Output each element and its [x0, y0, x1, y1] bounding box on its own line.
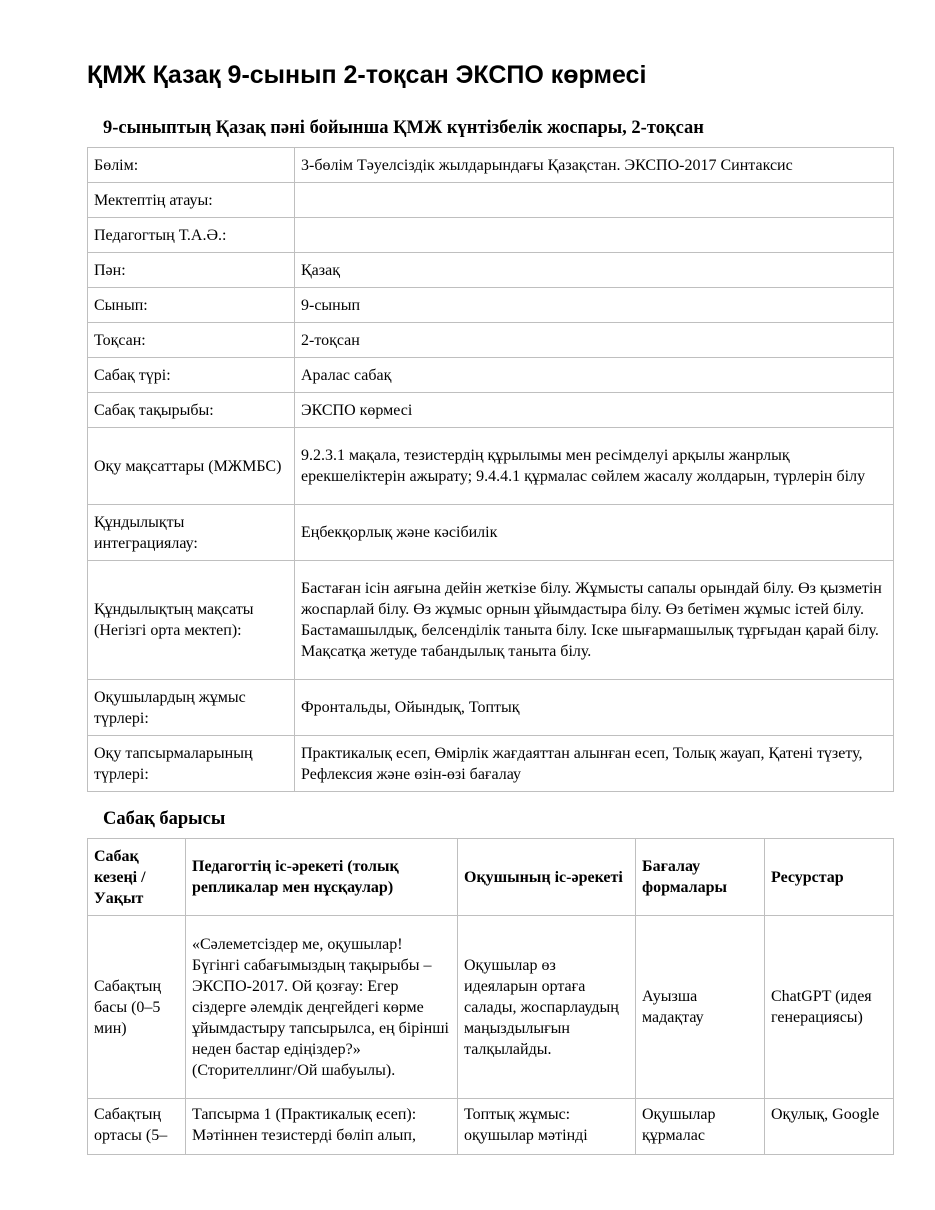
plan-row-teacher [88, 218, 894, 253]
student-cell: Оқушылар өз идеяларын ортаға салады, жоспарлаудың маңыздылығын талқылайды. [458, 916, 636, 1099]
plan-label: Оқушылардың жұмыс түрлері: [88, 680, 295, 736]
assessment-cell: Оқушылар құрмалас [636, 1099, 765, 1155]
lesson-table [87, 838, 894, 1155]
table-row [88, 916, 894, 1099]
plan-row-topic [88, 393, 894, 428]
plan-value [295, 218, 894, 253]
plan-label: Пән: [88, 253, 295, 288]
plan-value [295, 183, 894, 218]
resources-cell: ChatGPT (идея генерациясы) [765, 916, 894, 1099]
plan-label: Сабақ тақырыбы: [88, 393, 295, 428]
plan-row-section [88, 148, 894, 183]
lesson-heading: Сабақ барысы [103, 809, 226, 829]
plan-value: ЭКСПО көрмесі [295, 393, 894, 428]
header-assessment: Бағалау формалары [636, 839, 765, 916]
lesson-header-row [88, 839, 894, 916]
plan-value: Аралас сабақ [295, 358, 894, 393]
plan-heading: 9-сыныптың Қазақ пәні бойынша ҚМЖ күнтізбелік жоспары, 2-тоқсан [103, 118, 704, 138]
plan-value: 9-сынып [295, 288, 894, 323]
plan-value: Қазақ [295, 253, 894, 288]
table-row [88, 1099, 894, 1155]
student-cell: Топтық жұмыс: оқушылар мәтінді [458, 1099, 636, 1155]
stage-cell: Сабақтың ортасы (5– [88, 1099, 186, 1155]
plan-table [87, 147, 894, 792]
plan-row-work-types [88, 680, 894, 736]
plan-row-school [88, 183, 894, 218]
plan-value: Еңбекқорлық және кәсібилік [295, 505, 894, 561]
plan-row-subject [88, 253, 894, 288]
plan-label: Тоқсан: [88, 323, 295, 358]
assessment-cell: Ауызша мадақтау [636, 916, 765, 1099]
teacher-cell: «Сәлеметсіздер ме, оқушылар! Бүгінгі сабағымыздың тақырыбы – ЭКСПО-2017. Ой қозғау: Егер сіздерге әлемдік деңгейдегі көрме ұйымдастыру тапсырылса, ең бірінші неден бастар едіңіздер?» (Сторителлинг/Ой шабуылы). [186, 916, 458, 1099]
plan-value: Бастаған ісін аяғына дейін жеткізе білу. Жұмысты сапалы орындай білу. Өз қызметін жоспарлай білу. Өз жұмыс орнын ұйымдастыра білу. Өз бетімен жұмыс істей білу. Бастамашылдық, белсенділік таныта білу. Іске шығармашылық тұрғыдан қарай білу. Мақсатқа жетуде табандылық таныта білу. [295, 561, 894, 680]
plan-value: Фронтальды, Ойындық, Топтық [295, 680, 894, 736]
plan-label: Оқу тапсырмаларының түрлері: [88, 736, 295, 792]
plan-label: Бөлім: [88, 148, 295, 183]
plan-label: Сабақ түрі: [88, 358, 295, 393]
plan-label: Педагогтың Т.А.Ә.: [88, 218, 295, 253]
plan-value: 3-бөлім Тәуелсіздік жылдарындағы Қазақстан. ЭКСПО-2017 Синтаксис [295, 148, 894, 183]
resources-cell: Оқулық, Google [765, 1099, 894, 1155]
plan-row-quarter [88, 323, 894, 358]
plan-value: 9.2.3.1 мақала, тезистердің құрылымы мен ресімделуі арқылы жанрлық ерекшеліктерін ажырату; 9.4.4.1 құрмалас сөйлем жасалу жолдарын, түрлерін білу [295, 428, 894, 505]
plan-value: Практикалық есеп, Өмірлік жағдаяттан алынған есеп, Толық жауап, Қатені түзету, Рефлексия және өзін-өзі бағалау [295, 736, 894, 792]
plan-row-lesson-type [88, 358, 894, 393]
plan-row-grade [88, 288, 894, 323]
plan-label: Мектептің атауы: [88, 183, 295, 218]
stage-cell: Сабақтың басы (0–5 мин) [88, 916, 186, 1099]
plan-value: 2-тоқсан [295, 323, 894, 358]
plan-label: Құндылықты интеграциялау: [88, 505, 295, 561]
header-stage: Сабақ кезеңі / Уақыт [88, 839, 186, 916]
header-student: Оқушының іс-әрекеті [458, 839, 636, 916]
teacher-cell: Тапсырма 1 (Практикалық есеп): Мәтіннен тезистерді бөліп алып, [186, 1099, 458, 1155]
plan-label: Сынып: [88, 288, 295, 323]
plan-label: Құндылықтың мақсаты (Негізгі орта мектеп): [88, 561, 295, 680]
plan-row-objectives [88, 428, 894, 505]
plan-row-task-types [88, 736, 894, 792]
header-teacher: Педагогтің іс-әрекеті (толық репликалар мен нұсқаулар) [186, 839, 458, 916]
plan-row-value-goal [88, 561, 894, 680]
plan-row-value-integration [88, 505, 894, 561]
plan-label: Оқу мақсаттары (МЖМБС) [88, 428, 295, 505]
header-resources: Ресурстар [765, 839, 894, 916]
page-title: ҚМЖ Қазақ 9-сынып 2-тоқсан ЭКСПО көрмесі [87, 61, 647, 89]
